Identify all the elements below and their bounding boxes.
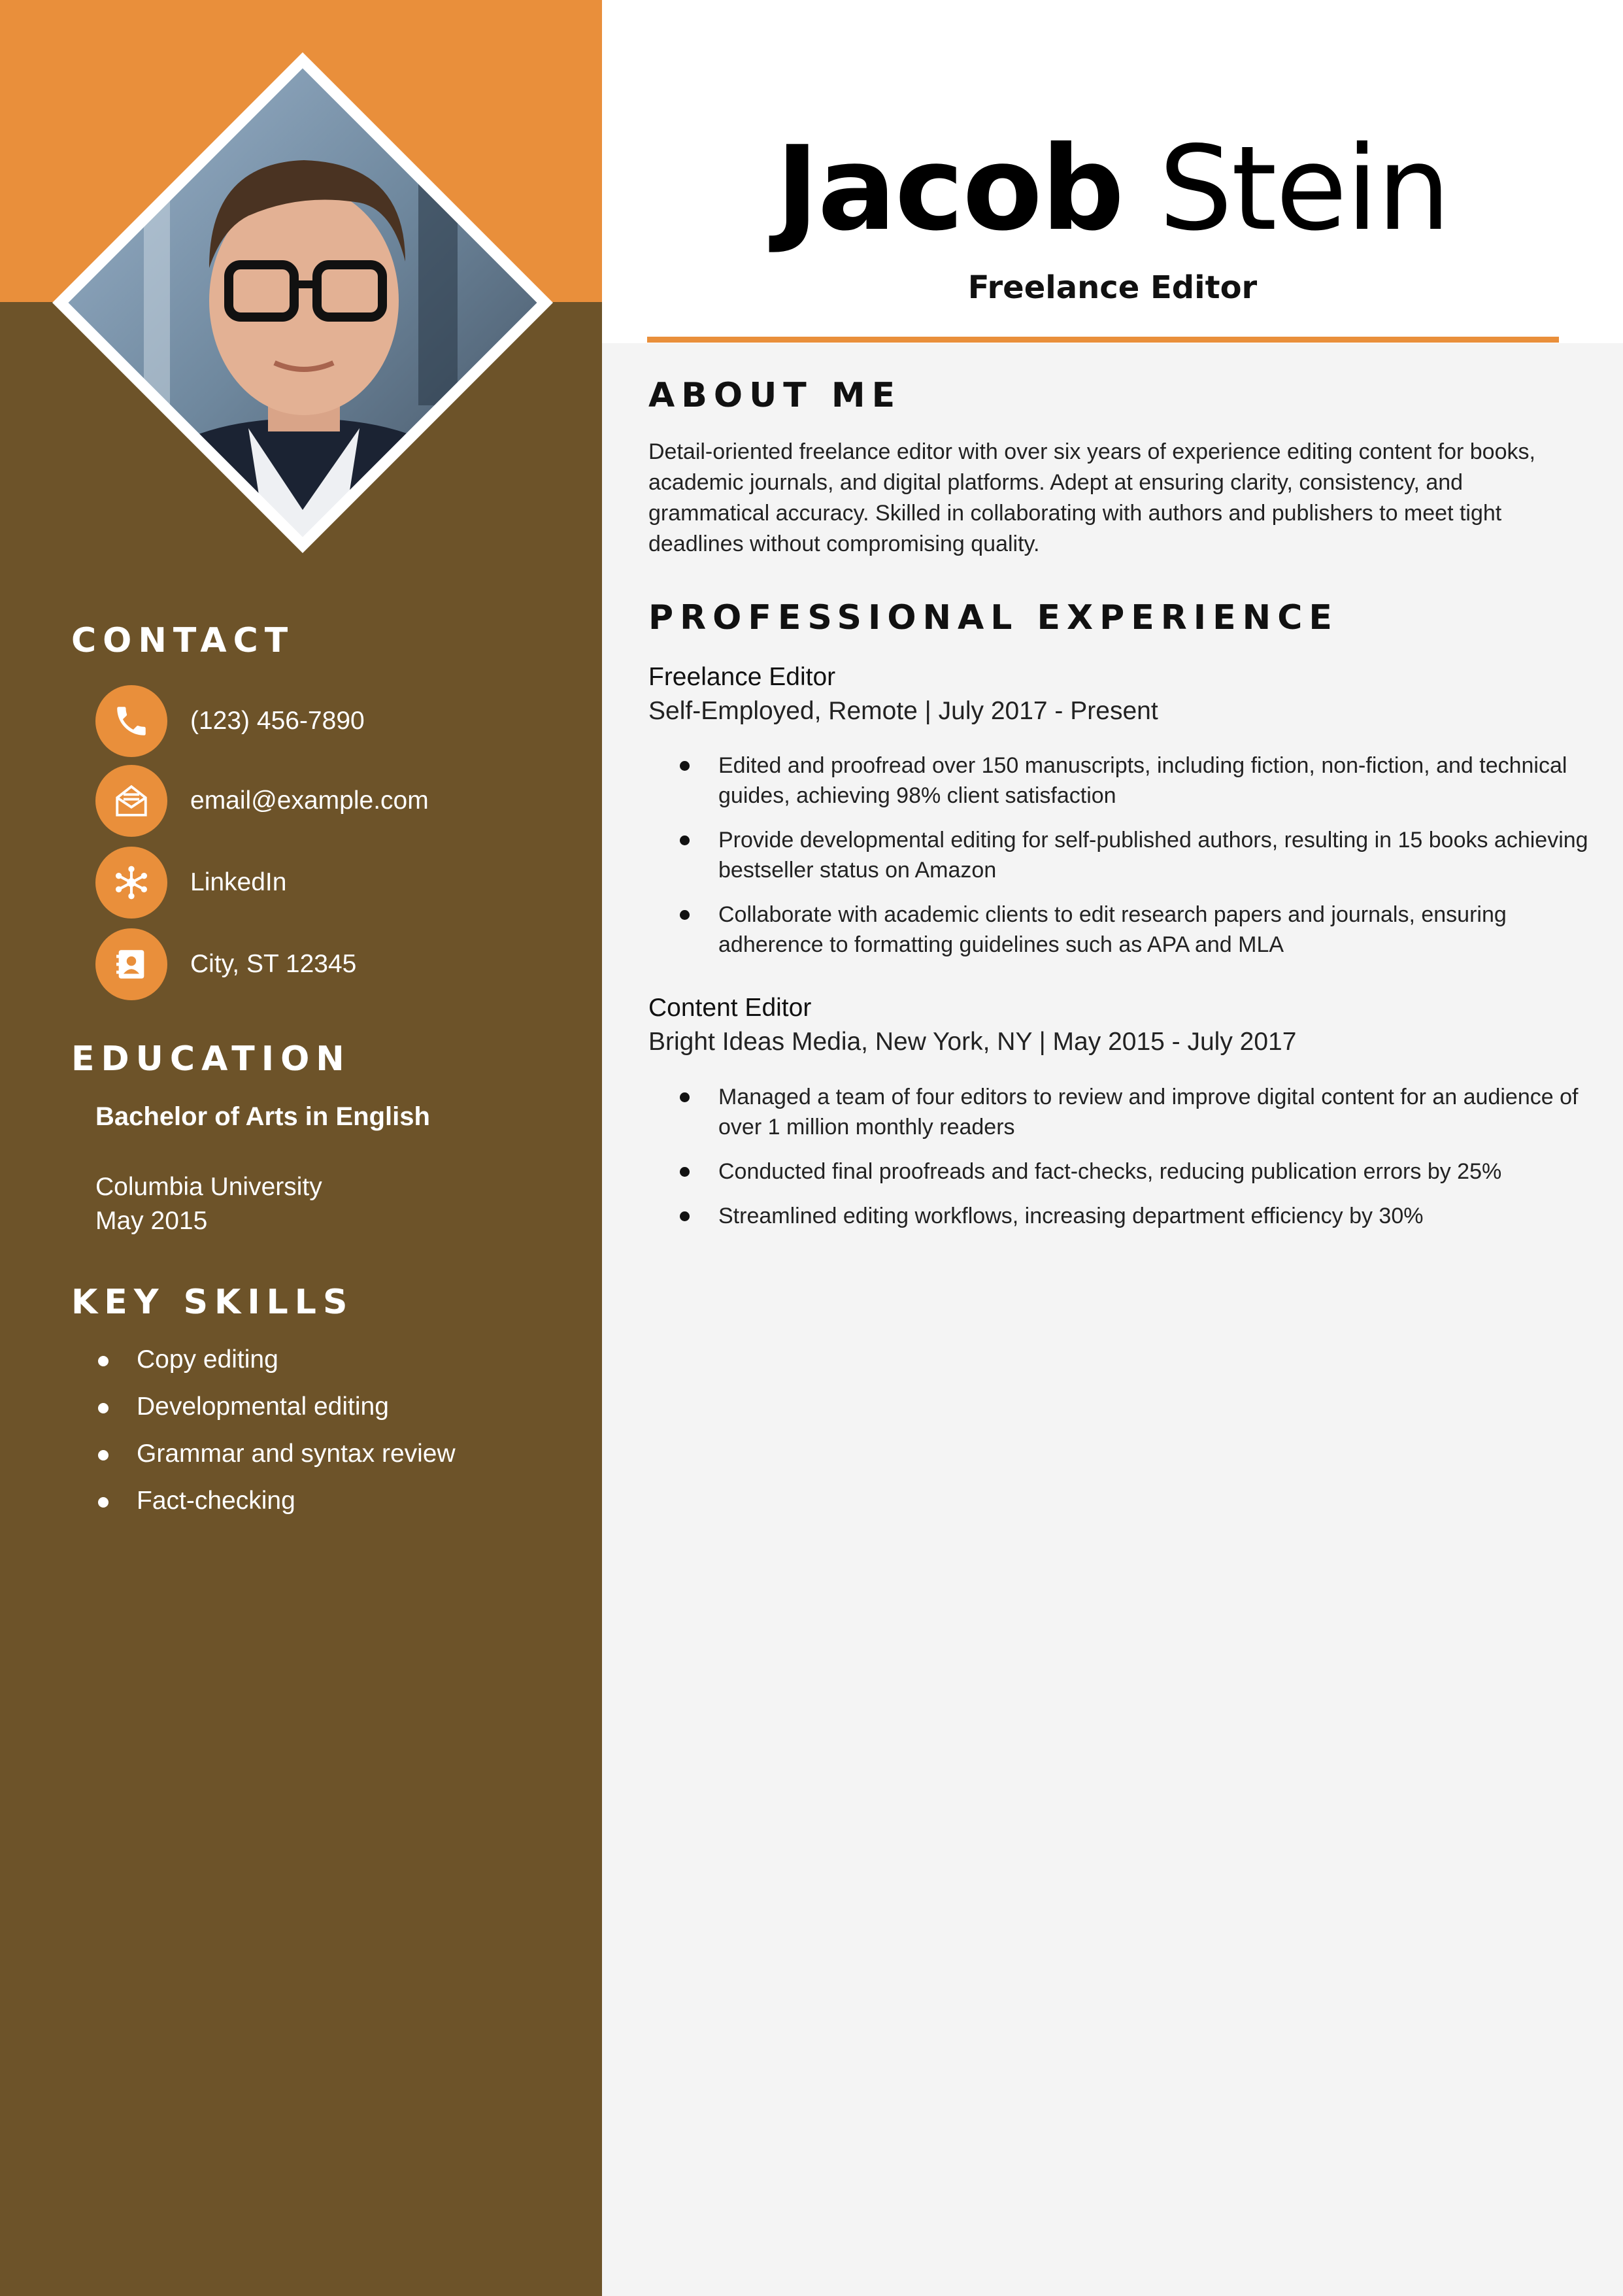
contact-linkedin-text[interactable]: LinkedIn bbox=[190, 868, 287, 896]
about-heading: ABOUT ME bbox=[648, 376, 902, 415]
skills-heading: KEY SKILLS bbox=[71, 1283, 354, 1322]
skill-item: Grammar and syntax review bbox=[95, 1434, 456, 1481]
education-school: Columbia University bbox=[95, 1173, 322, 1201]
network-icon bbox=[95, 847, 167, 919]
job-bullet: Collaborate with academic clients to edit research papers and journals, ensuring adherence to formatting guidelines such as APA and MLA bbox=[648, 900, 1590, 960]
job-bullet: Provide developmental editing for self-published authors, resulting in 15 books achieving bestseller status on Amazon bbox=[648, 825, 1590, 885]
job-bullets bbox=[648, 1082, 1590, 1245]
job-meta: Bright Ideas Media, New York, NY | May 2015 - July 2017 bbox=[648, 1028, 1297, 1056]
skills-list bbox=[95, 1340, 456, 1528]
portrait-photo bbox=[52, 52, 553, 553]
phone-icon bbox=[95, 685, 167, 757]
contact-email bbox=[95, 765, 429, 837]
contact-phone-text[interactable]: (123) 456-7890 bbox=[190, 707, 365, 735]
header-divider bbox=[647, 337, 1559, 343]
job-bullet: Edited and proofread over 150 manuscripts, including fiction, non-fiction, and technical guides, achieving 98% client satisfaction bbox=[648, 751, 1590, 811]
contact-email-text[interactable]: email@example.com bbox=[190, 786, 429, 815]
job-role: Content Editor bbox=[648, 994, 812, 1022]
profile-photo bbox=[52, 52, 553, 553]
contact-address-text: City, ST 12345 bbox=[190, 950, 357, 978]
skill-item: Developmental editing bbox=[95, 1387, 456, 1434]
job-bullet: Conducted final proofreads and fact-checks, reducing publication errors by 25% bbox=[648, 1156, 1590, 1187]
contact-linkedin bbox=[95, 847, 286, 919]
last-name: Stein bbox=[1158, 121, 1450, 256]
job-title: Freelance Editor bbox=[967, 269, 1258, 306]
education-heading: EDUCATION bbox=[71, 1039, 351, 1079]
first-name: Jacob bbox=[775, 121, 1124, 256]
job-meta: Self-Employed, Remote | July 2017 - Present bbox=[648, 697, 1158, 725]
mail-icon bbox=[95, 765, 167, 837]
experience-heading: PROFESSIONAL EXPERIENCE bbox=[648, 598, 1339, 637]
job-bullet: Managed a team of four editors to review and improve digital content for an audience of over 1 million monthly readers bbox=[648, 1082, 1590, 1142]
address-book-icon bbox=[95, 928, 167, 1000]
contact-heading: CONTACT bbox=[71, 621, 295, 660]
job-bullets bbox=[648, 751, 1590, 974]
contact-phone bbox=[95, 685, 365, 757]
about-text: Detail-oriented freelance editor with over six years of experience editing content for books, academic journals, and digital platforms. Adept at ensuring clarity, consistency, and grammatical accuracy. Skilled in collaborating with authors and publishers to meet tight deadlines without compromising quality. bbox=[648, 439, 1535, 556]
candidate-name bbox=[602, 121, 1623, 256]
contact-address bbox=[95, 928, 356, 1000]
job-role: Freelance Editor bbox=[648, 663, 836, 691]
education-degree: Bachelor of Arts in English bbox=[95, 1102, 430, 1131]
skill-item: Fact-checking bbox=[95, 1481, 456, 1528]
job-bullet: Streamlined editing workflows, increasing department efficiency by 30% bbox=[648, 1201, 1590, 1231]
skill-item: Copy editing bbox=[95, 1340, 456, 1387]
education-date: May 2015 bbox=[95, 1207, 208, 1235]
